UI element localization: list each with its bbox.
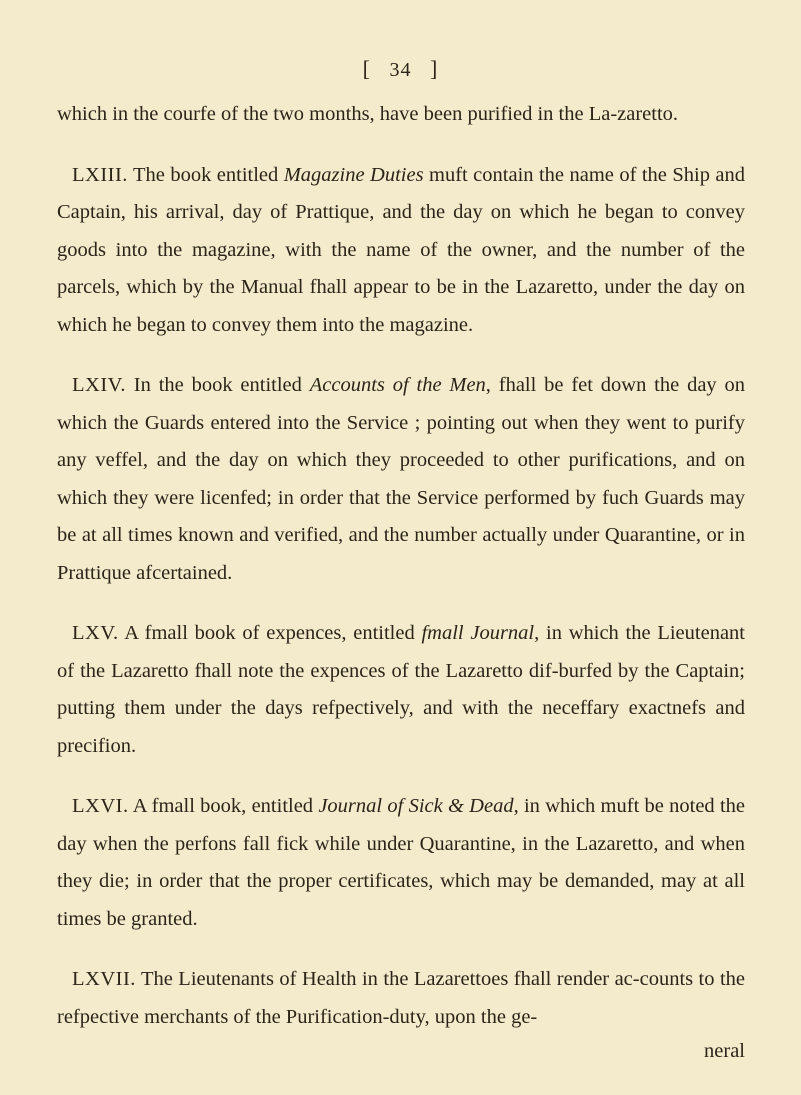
paragraph-lxvii	[57, 961, 745, 1036]
paragraph-text: In the book entitled	[125, 374, 310, 396]
left-bracket: [	[362, 56, 371, 81]
paragraph-text: The book entitled	[127, 163, 284, 186]
paragraph-text: A fmall book, entitled	[128, 795, 319, 817]
paragraph-text: , in which the Lieutenant of the Lazaretto fhall note the expences of the Lazaretto dif-burfed by the Captain; putting them under the days refpectively, and with the neceffary exactnefs and precifion.	[57, 622, 745, 757]
paragraph-lxv	[57, 615, 745, 765]
paragraph-lxiii	[57, 157, 745, 345]
paragraph-text: A fmall book of expences, entitled	[118, 622, 422, 644]
paragraph-lxiv	[57, 367, 745, 592]
page-body	[57, 96, 745, 1036]
paragraph-text: muft contain the name of the Ship and Captain, his arrival, day of Prattique, and the day on which he began to convey goods into the magazine, with the name of the owner, and the number of the parcels, which by the Manual fhall appear to be in the Lazaretto, under the day on which he began to convey them into the magazine.	[57, 163, 745, 336]
book-title: Accounts of the Men	[309, 374, 486, 396]
page-header	[0, 56, 801, 82]
paragraph-text: , fhall be fet down the day on which the Guards entered into the Service ; pointing out when they went to purify any veffel, and the day on which they proceeded to other purifications, and on which they were licenfed; in order that the Service performed by fuch Guards may be at all times known and verified, and the number actually under Quarantine, or in Prattique afcertained.	[57, 374, 745, 584]
paragraph-text: The Lieutenants of Health in the Lazarettoes fhall render ac-counts to the refpective merchants of the Purification-duty, upon the ge-	[57, 968, 745, 1028]
section-number: LXIV.	[72, 374, 126, 396]
section-number: LXVII.	[72, 968, 136, 990]
paragraph-lxvi	[57, 788, 745, 938]
section-number: LXVI.	[72, 795, 129, 817]
paragraph-text: which in the courfe of the two months, have been purified in the La-zaretto.	[57, 103, 679, 125]
book-title: Magazine Duties	[283, 163, 424, 186]
section-number: LXV.	[72, 622, 119, 644]
section-number: LXIII.	[72, 163, 128, 186]
book-title: fmall Journal	[421, 622, 535, 644]
paragraph-text: , in which muft be noted the day when the perfons fall fick while under Quarantine, in the Lazaretto, and when they die; in order that the proper certificates, which may be demanded, may at all times be granted.	[57, 795, 745, 930]
right-bracket: ]	[430, 56, 439, 81]
catchword: neral	[704, 1040, 745, 1062]
book-title: Journal of Sick & Dead	[318, 795, 514, 817]
paragraph-continuation	[57, 96, 745, 134]
page-number: 34	[389, 59, 412, 81]
